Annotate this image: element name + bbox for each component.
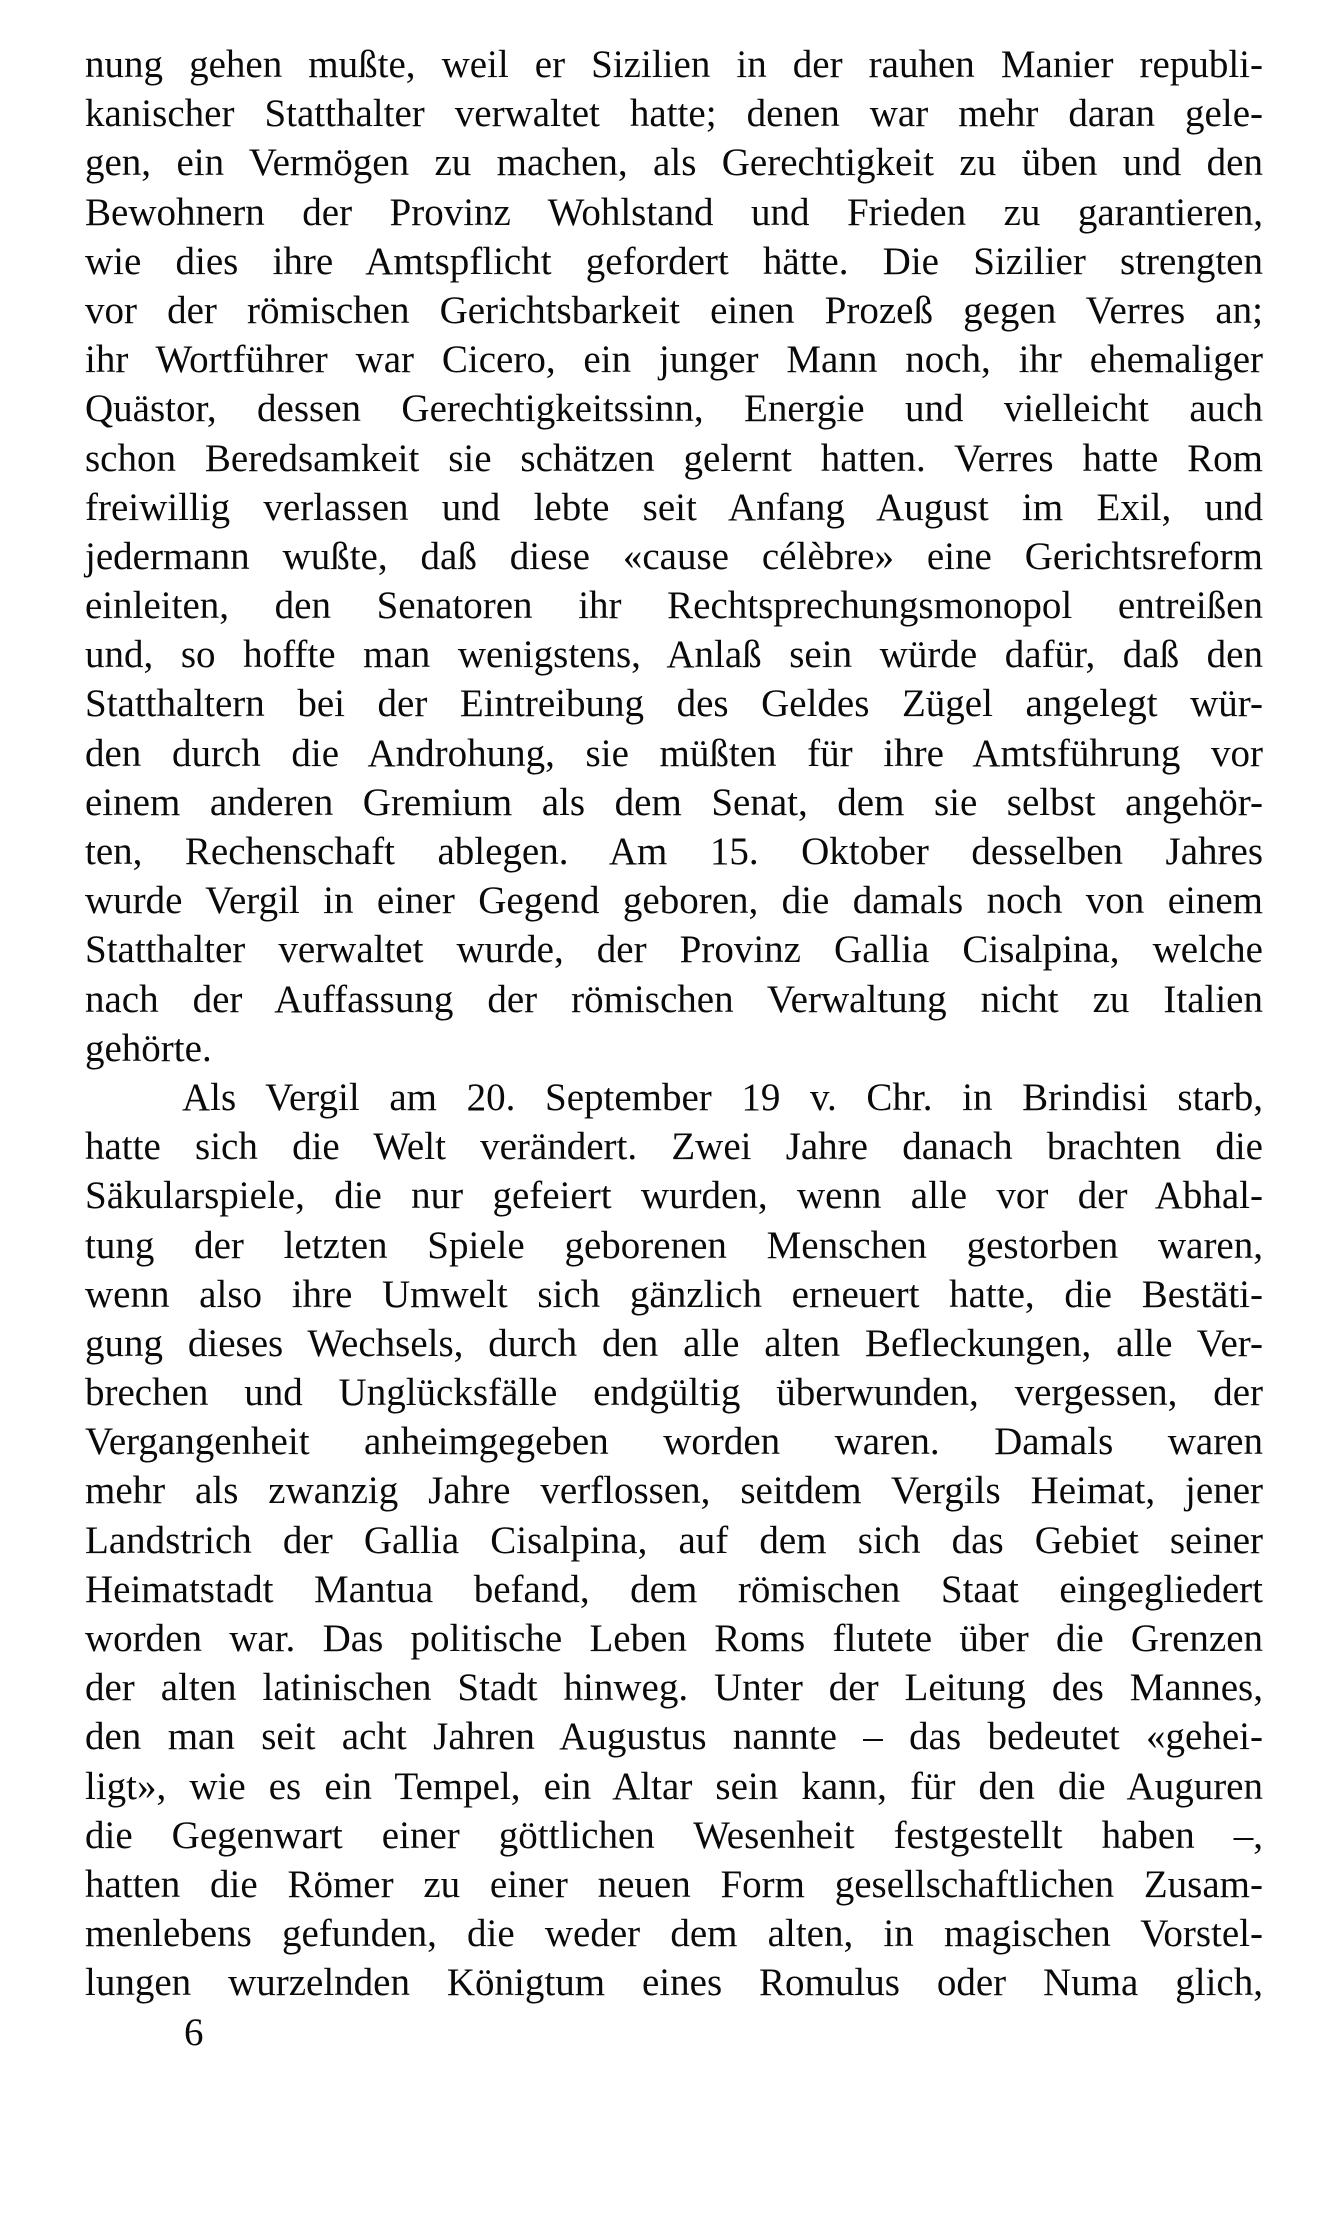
text-line: Statthaltern bei der Eintreibung des Geldes Zügel angelegt wür- [85, 682, 1263, 726]
text-line: Vergangenheit anheimgegeben worden waren. Damals waren [85, 1420, 1263, 1464]
text-line: freiwillig verlassen und lebte seit Anfang August im Exil, und [85, 485, 1263, 529]
text-line: nung gehen mußte, weil er Sizilien in der rauhen Manier republi- [85, 43, 1263, 86]
text-line: Statthalter verwaltet wurde, der Provinz Gallia Cisalpina, welche [85, 928, 1263, 972]
text-line: brechen und Unglücksfälle endgültig überwunden, vergessen, der [85, 1371, 1263, 1415]
text-line: schon Beredsamkeit sie schätzen gelernt hatten. Verres hatte Rom [85, 436, 1263, 480]
text-line: hatte sich die Welt verändert. Zwei Jahre danach brachten die [85, 1125, 1263, 1169]
text-line: den durch die Androhung, sie müßten für ihre Amtsführung vor [85, 731, 1263, 775]
text-line: die Gegenwart einer göttlichen Wesenheit festgestellt haben –, [85, 1813, 1263, 1857]
text-line: einleiten, den Senatoren ihr Rechtsprechungsmonopol entreißen [85, 584, 1263, 628]
paragraph-2 [85, 1073, 1263, 2008]
page-number: 6 [184, 2011, 204, 2054]
text-line: jedermann wußte, daß diese «cause célèbre» eine Gerichtsreform [85, 534, 1263, 578]
text-line: wenn also ihre Umwelt sich gänzlich erneuert hatte, die Bestäti- [85, 1272, 1263, 1316]
text-line: kanischer Statthalter verwaltet hatte; denen war mehr daran gele- [85, 92, 1263, 136]
text-line: tung der letzten Spiele geborenen Menschen gestorben waren, [85, 1223, 1263, 1267]
text-line: Als Vergil am 20. September 19 v. Chr. in Brindisi starb, [182, 1075, 1263, 1119]
text-line: gung dieses Wechsels, durch den alle alten Befleckungen, alle Ver- [85, 1321, 1263, 1365]
body-text [85, 40, 1263, 2008]
text-line: lungen wurzelnden Königtum eines Romulus oder Numa glich, [85, 1961, 1263, 2005]
text-line: Säkularspiele, die nur gefeiert wurden, wenn alle vor der Abhal- [85, 1174, 1263, 1218]
text-line: ten, Rechenschaft ablegen. Am 15. Oktober desselben Jahres [85, 830, 1263, 873]
text-line: wie dies ihre Amtspflicht gefordert hätte. Die Sizilier strengten [85, 239, 1263, 283]
text-line: einem anderen Gremium als dem Senat, dem sie selbst angehör- [85, 780, 1263, 824]
text-line: ligt», wie es ein Tempel, ein Altar sein kann, für den die Auguren [85, 1764, 1263, 1808]
text-line: und, so hoffte man wenigstens, Anlaß sein würde dafür, daß den [85, 633, 1263, 677]
text-line: wurde Vergil in einer Gegend geboren, die damals noch von einem [85, 879, 1263, 923]
text-line: Bewohnern der Provinz Wohlstand und Frieden zu garantieren, [85, 190, 1263, 234]
text-line: mehr als zwanzig Jahre verflossen, seitdem Vergils Heimat, jener [85, 1469, 1263, 1513]
text-line: nach der Auffassung der römischen Verwaltung nicht zu Italien [85, 977, 1263, 1021]
text-line: gehörte. [85, 1026, 212, 1070]
text-line: vor der römischen Gerichtsbarkeit einen Prozeß gegen Verres an; [85, 288, 1263, 332]
paragraph-1 [85, 40, 1263, 1073]
text-line: Heimatstadt Mantua befand, dem römischen Staat eingegliedert [85, 1567, 1263, 1611]
text-line: worden war. Das politische Leben Roms flutete über die Grenzen [85, 1617, 1263, 1660]
text-line: menlebens gefunden, die weder dem alten, in magischen Vorstel- [85, 1912, 1263, 1956]
text-line: hatten die Römer zu einer neuen Form gesellschaftlichen Zusam- [85, 1862, 1263, 1906]
text-line: Quästor, dessen Gerechtigkeitssinn, Energie und vielleicht auch [85, 387, 1263, 431]
text-line: ihr Wortführer war Cicero, ein junger Mann noch, ihr ehemaliger [85, 338, 1263, 382]
text-line: Landstrich der Gallia Cisalpina, auf dem sich das Gebiet seiner [85, 1518, 1263, 1562]
text-line: der alten latinischen Stadt hinweg. Unter der Leitung des Mannes, [85, 1666, 1263, 1710]
text-line: den man seit acht Jahren Augustus nannte – das bedeutet «gehei- [85, 1715, 1263, 1759]
text-line: gen, ein Vermögen zu machen, als Gerechtigkeit zu üben und den [85, 141, 1263, 185]
